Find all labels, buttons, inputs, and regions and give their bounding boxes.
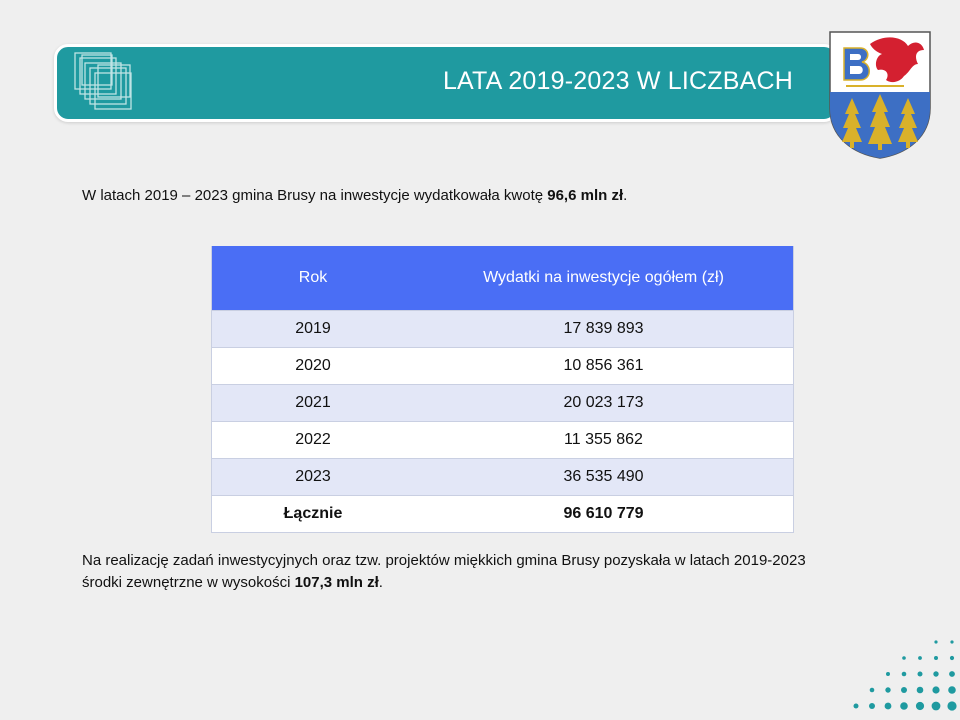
intro-paragraph	[82, 186, 862, 206]
intro-end: .	[623, 187, 628, 204]
table-row	[212, 422, 794, 459]
year-cell: 2022	[212, 422, 415, 459]
value-cell: 17 839 893	[414, 311, 794, 348]
year-cell: 2019	[212, 311, 415, 348]
table-row	[212, 311, 794, 348]
value-cell: 11 355 862	[414, 422, 794, 459]
total-label-cell: Łącznie	[212, 496, 415, 533]
year-cell: 2020	[212, 348, 415, 385]
investment-table	[211, 246, 794, 533]
outro-line-2	[82, 572, 922, 594]
outro-line-1: Na realizację zadań inwestycyjnych oraz tzw. projektów miękkich gmina Brusy pozyskała w latach 2019-2023	[82, 552, 806, 569]
outro-paragraph	[82, 550, 922, 594]
value-cell: 20 023 173	[414, 385, 794, 422]
brusy-coat-of-arms-icon	[826, 30, 934, 160]
outro-amount: 107,3 mln zł	[294, 574, 379, 591]
header-banner	[54, 44, 838, 122]
table-row	[212, 459, 794, 496]
total-value-cell: 96 610 779	[414, 496, 794, 533]
outro-text: środki zewnętrzne w wysokości	[82, 574, 295, 591]
intro-amount: 96,6 mln zł	[547, 187, 624, 204]
overlapping-squares-logo-icon	[71, 51, 141, 113]
year-cell: 2023	[212, 459, 415, 496]
value-cell: 36 535 490	[414, 459, 794, 496]
year-cell: 2021	[212, 385, 415, 422]
table-header-row	[212, 246, 794, 311]
table-row	[212, 385, 794, 422]
column-header-year: Rok	[212, 246, 415, 311]
outro-end: .	[378, 574, 383, 591]
slide-title: LATA 2019-2023 W LICZBACH	[442, 67, 793, 95]
table-row	[212, 348, 794, 385]
column-header-expenses: Wydatki na inwestycje ogółem (zł)	[414, 246, 794, 311]
dot-pattern-icon	[840, 630, 960, 720]
intro-text: W latach 2019 – 2023 gmina Brusy na inwestycje wydatkowała kwotę	[82, 187, 548, 204]
table-total-row	[212, 496, 794, 533]
value-cell: 10 856 361	[414, 348, 794, 385]
